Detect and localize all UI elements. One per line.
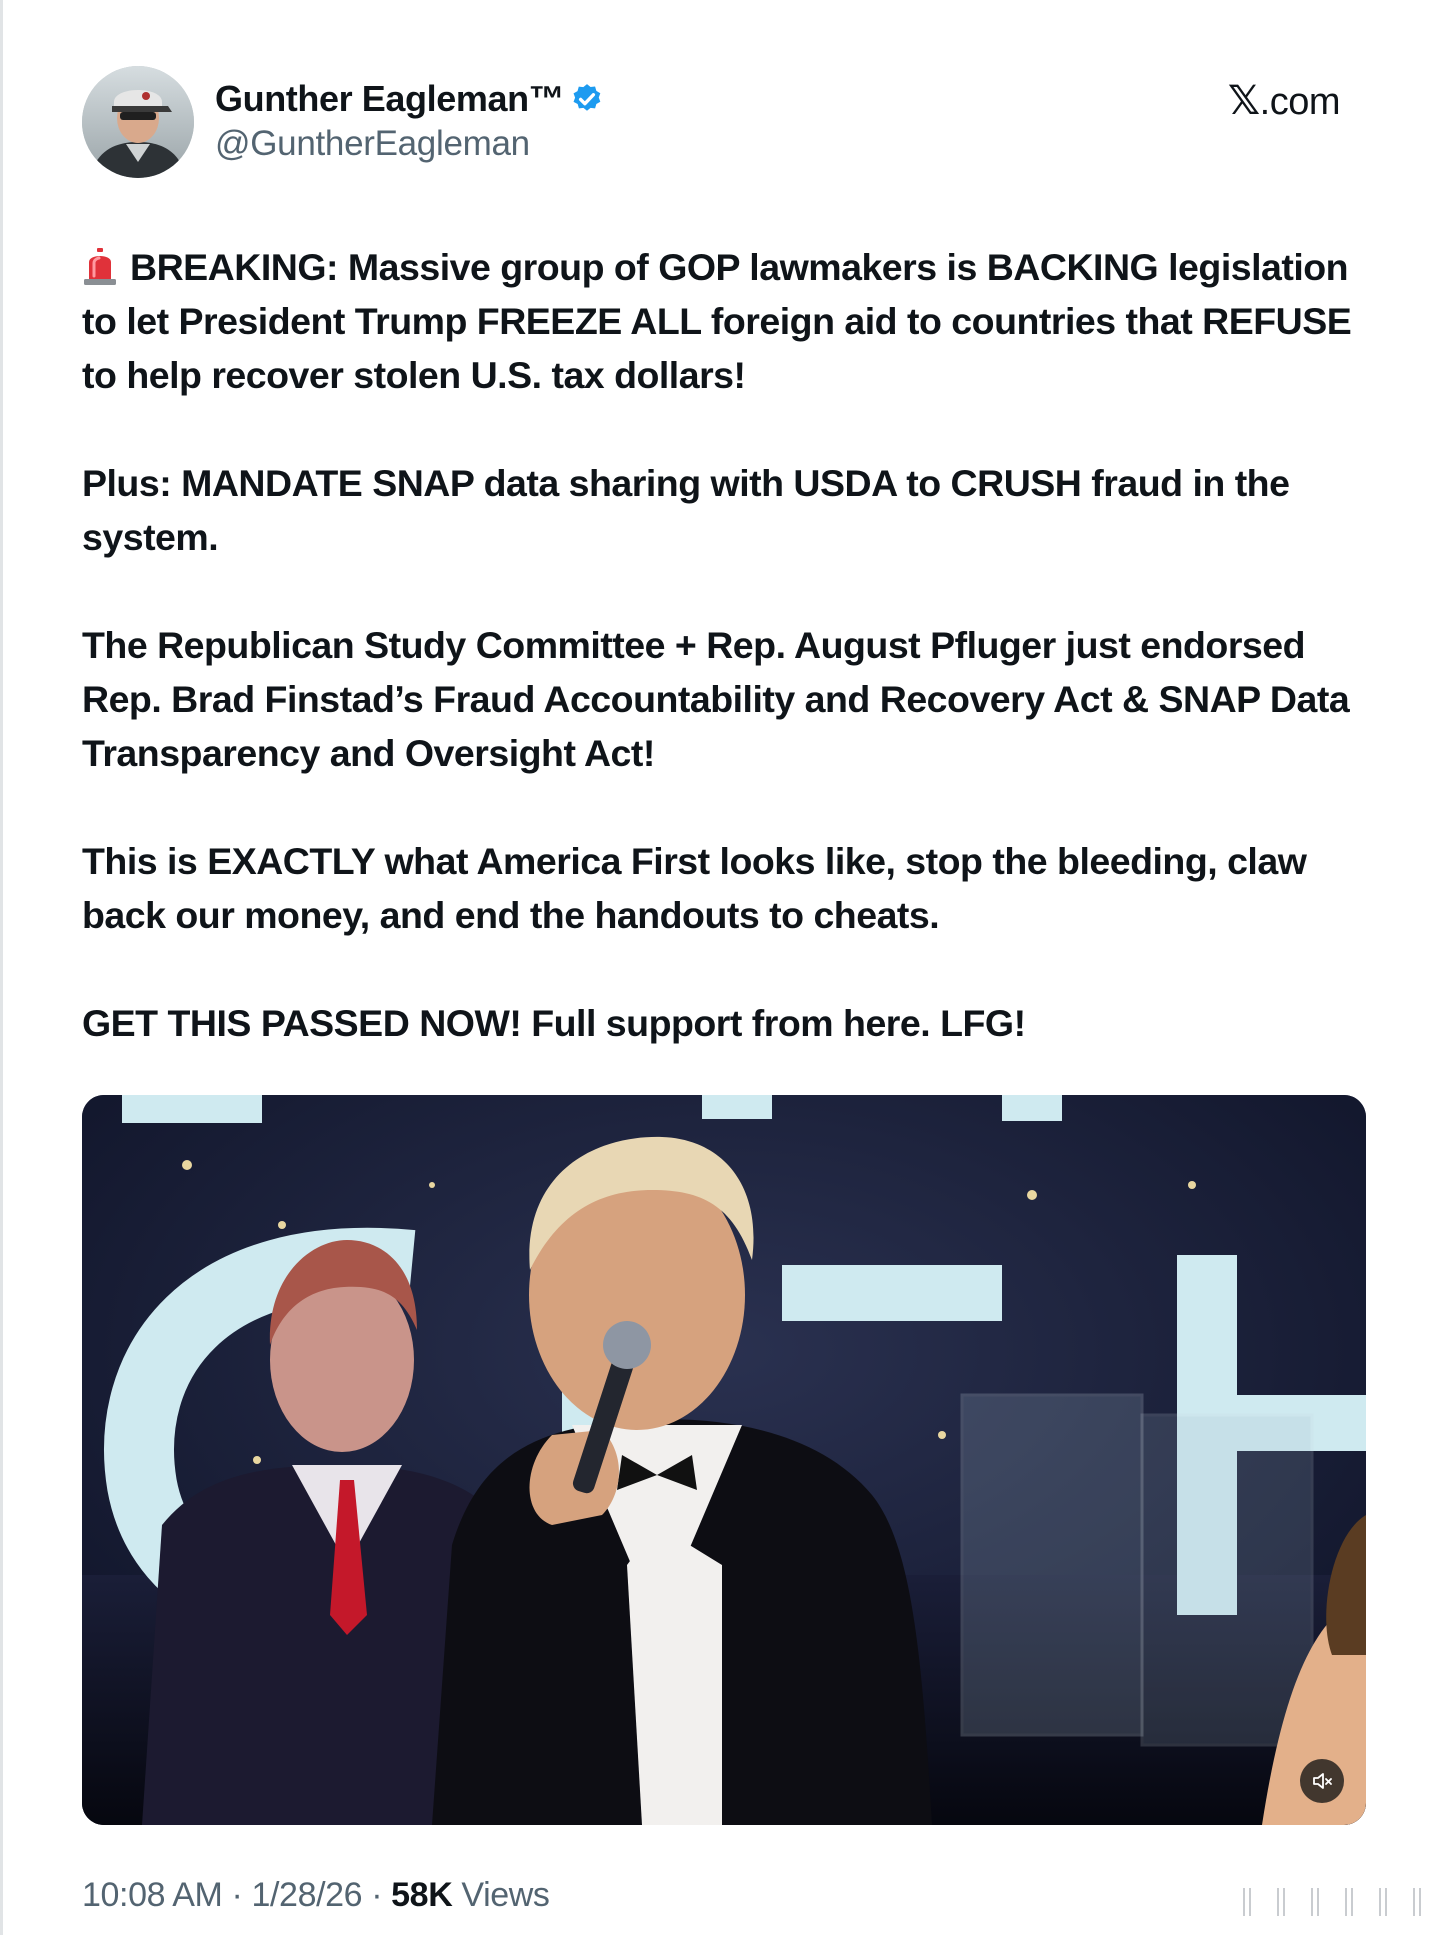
tweet-paragraph-5: GET THIS PASSED NOW! Full support from here. LFG! [82,1002,1026,1044]
mute-toggle-button[interactable] [1300,1759,1344,1803]
tweet-metadata [82,1876,550,1915]
tweet-paragraph-1 [82,240,1382,402]
tweet-date[interactable]: 1/28/26 [251,1876,363,1914]
siren-icon [82,246,118,286]
display-name-text: Gunther Eagleman™ [215,78,565,119]
video-player[interactable] [82,1095,1366,1825]
tweet-paragraph-3: The Republican Study Committee + Rep. August Pfluger just endorsed Rep. Brad Finstad’s Fraud Accountability and Recovery Act & SNAP Data Transparency and Oversight Act! [82,624,1350,774]
left-border [0,0,3,1935]
tweet-paragraph-4: This is EXACTLY what America First looks like, stop the bleeding, claw back our money, and end the handouts to cheats. [82,840,1307,936]
tweet-time[interactable]: 10:08 AM [82,1876,223,1914]
video-frame [82,1095,1366,1825]
tweet-paragraph-1-text: BREAKING: Massive group of GOP lawmakers is BACKING legislation to let President Trump FREEZE ALL foreign aid to countries that REFUSE to help recover stolen U.S. tax dollars! [82,246,1352,396]
tweet-text [82,240,1382,1104]
x-logo-icon: 𝕏 [1227,78,1260,124]
speaker-muted-icon [1310,1769,1334,1793]
brand-domain: .com [1259,81,1340,123]
user-handle[interactable]: @GuntherEagleman [215,124,530,163]
meta-separator: · [371,1876,383,1914]
meta-separator: · [231,1876,243,1914]
display-name[interactable] [215,78,604,120]
x-brand-logo [1228,78,1340,124]
scroll-indicator [1238,1882,1428,1922]
avatar[interactable] [82,66,194,178]
tweet-paragraph-2: Plus: MANDATE SNAP data sharing with USDA to CRUSH fraud in the system. [82,462,1290,558]
views-count: 58K [391,1876,453,1914]
views-label: Views [461,1876,550,1914]
verified-badge-icon [570,82,604,116]
